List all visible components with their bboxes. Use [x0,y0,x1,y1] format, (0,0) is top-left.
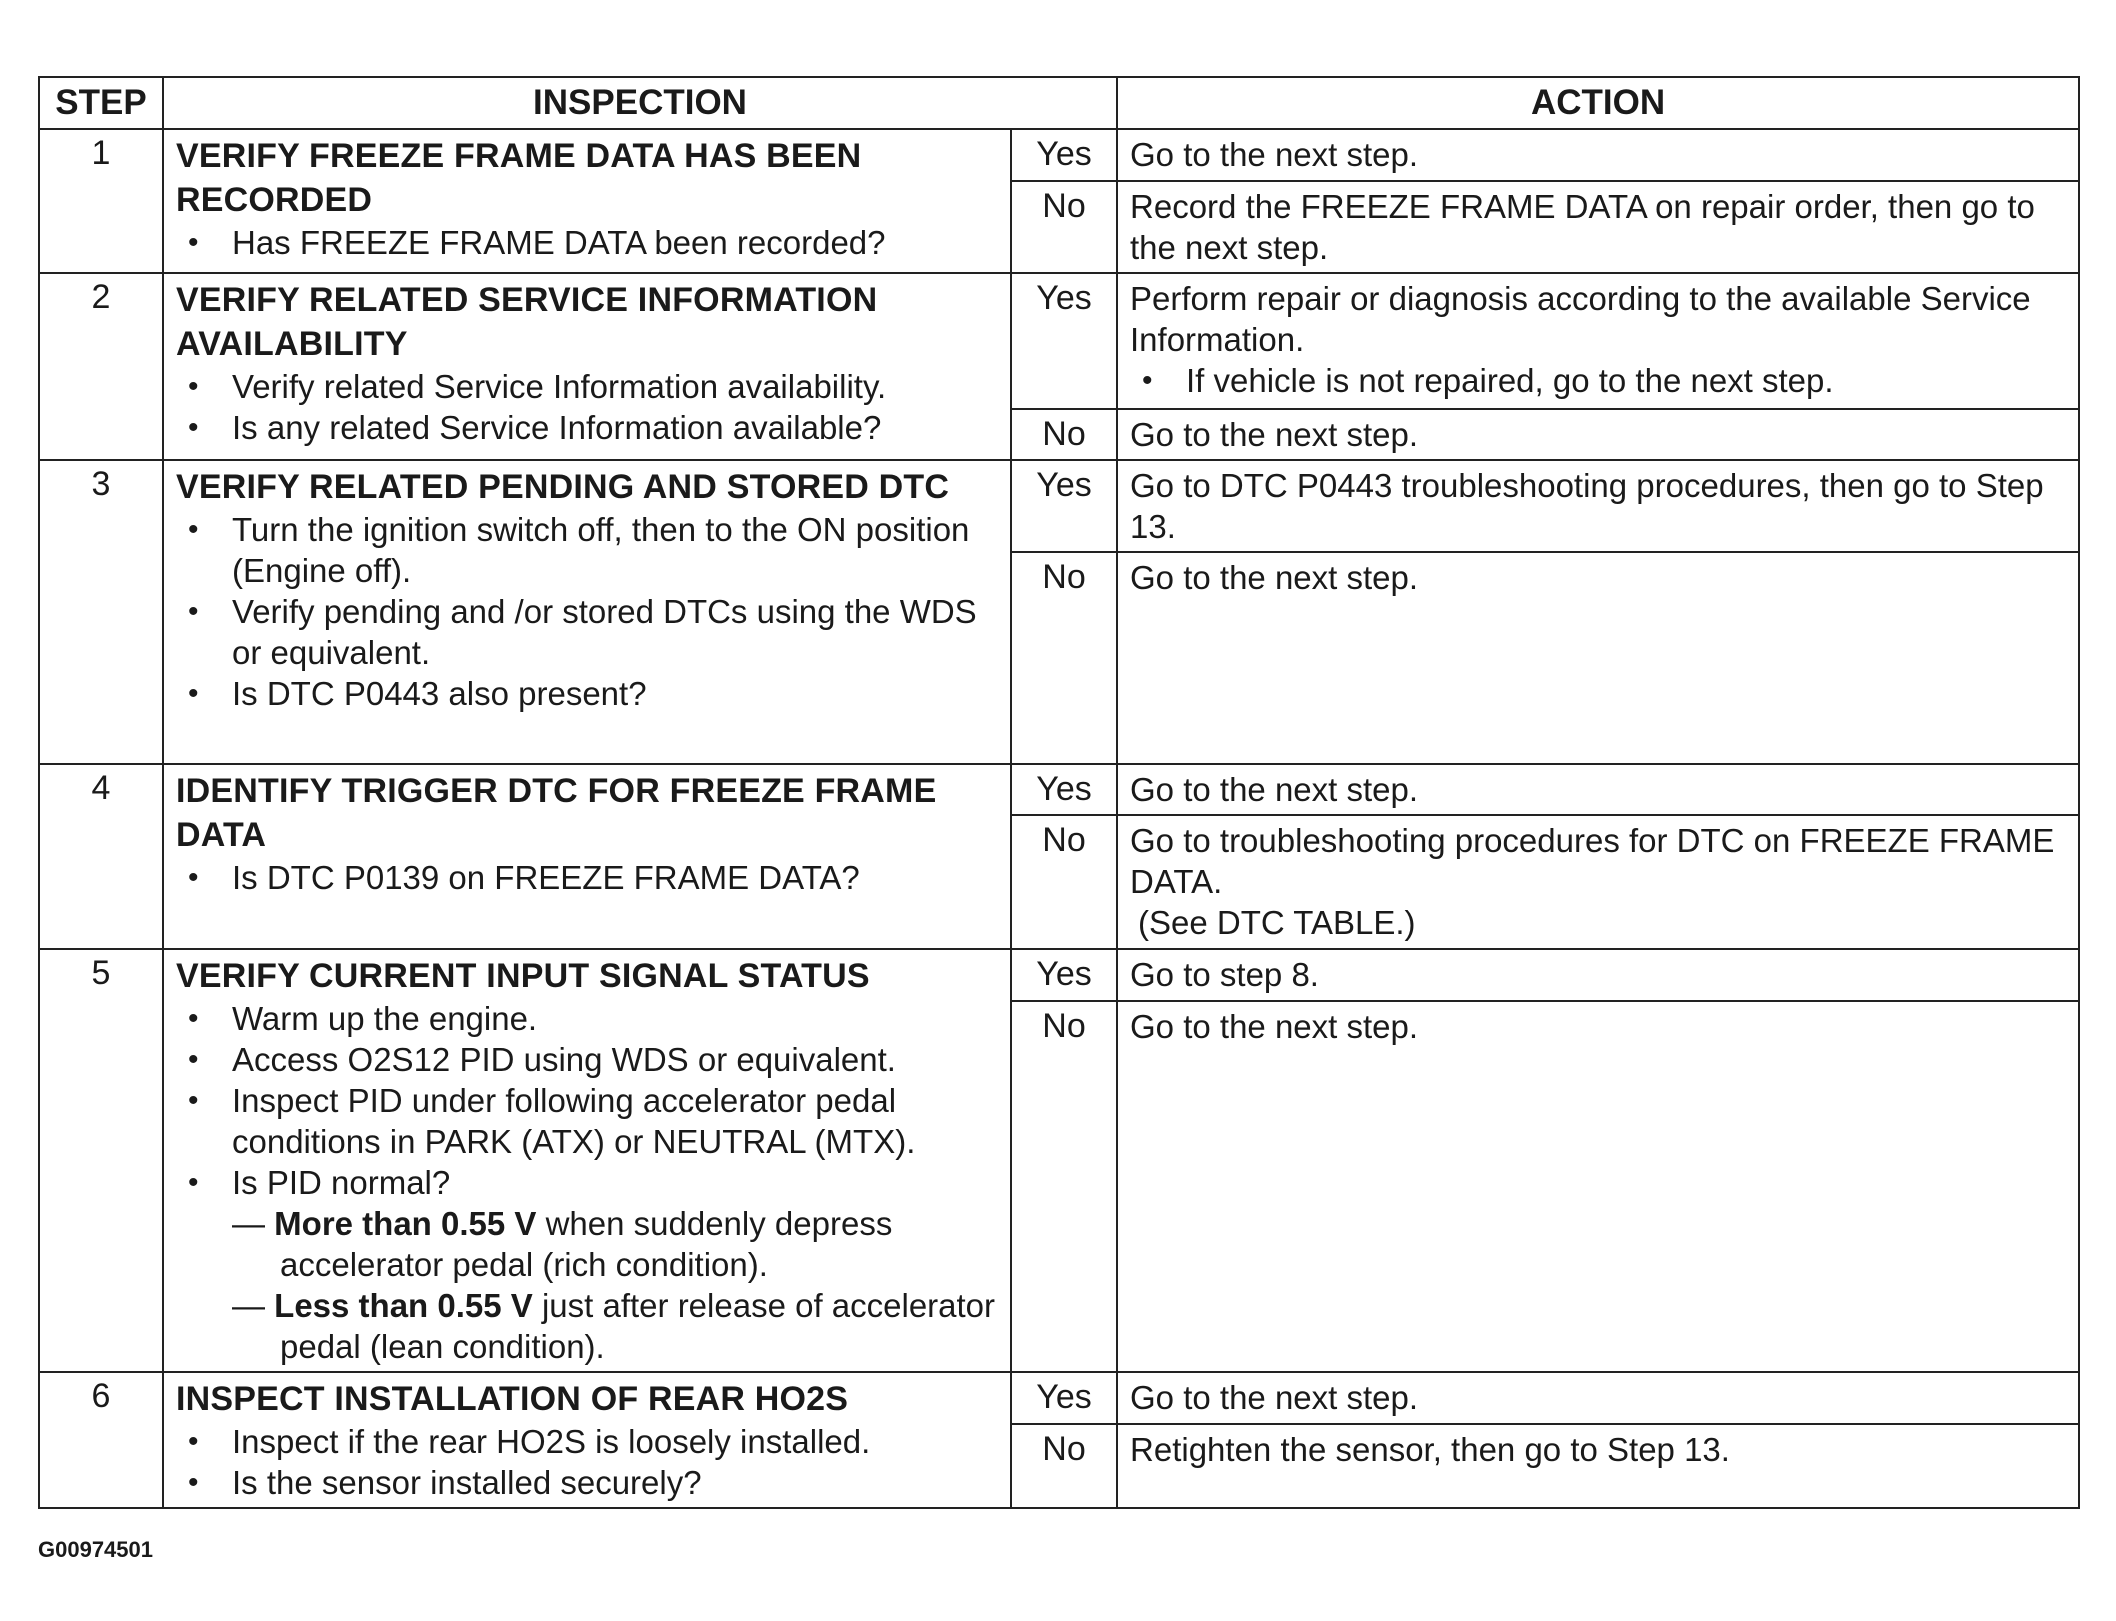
yes-action: Go to step 8. [1117,949,2079,1001]
list-item: • Warm up the engine. [232,998,1000,1039]
condition-text: just after release of accelerator pedal (lean condition). [280,1287,996,1365]
table-row [39,460,2079,552]
inspection-cell [163,129,1011,273]
inspection-cell [163,460,1011,764]
condition-lean: — Less than 0.55 V just after release of accelerator pedal (lean condition). [232,1287,996,1365]
table-row [39,949,2079,1001]
no-label: No [1011,409,1117,460]
list-item: • Inspect PID under following accelerator pedal conditions in PARK (ATX) or NEUTRAL (MTX). [232,1080,1000,1162]
diagnostic-procedure-table [38,76,2078,1509]
bullet-list [1130,360,2066,401]
table-row [39,1372,2079,1424]
no-label: No [1011,1001,1117,1372]
condition-threshold: Less than 0.55 V [274,1287,533,1324]
yes-label: Yes [1011,1372,1117,1424]
yes-label: Yes [1011,273,1117,409]
condition-threshold: More than 0.55 V [274,1205,537,1242]
list-item: • If vehicle is not repaired, go to the next step. [1186,360,2066,401]
bullet-list [176,857,1000,898]
yes-action-cell [1117,273,2079,409]
inspection-title: IDENTIFY TRIGGER DTC FOR FREEZE FRAME DATA [176,772,937,854]
inspection-title: VERIFY RELATED SERVICE INFORMATION AVAILABILITY [176,281,878,363]
inspection-cell [163,1372,1011,1508]
inspection-title: VERIFY CURRENT INPUT SIGNAL STATUS [176,957,870,995]
inspection-cell [163,273,1011,460]
table [38,76,2080,1509]
yes-label: Yes [1011,460,1117,552]
no-label: No [1011,181,1117,273]
header-inspection: INSPECTION [163,77,1117,129]
yes-action: Go to DTC P0443 troubleshooting procedures, then go to Step 13. [1117,460,2079,552]
yes-action: Perform repair or diagnosis according to the available Service Information. [1130,280,2031,358]
header-row [39,77,2079,129]
yes-label: Yes [1011,129,1117,181]
no-label: No [1011,1424,1117,1508]
header-step: STEP [39,77,163,129]
step-number: 1 [39,129,163,273]
list-item: • Has FREEZE FRAME DATA been recorded? [232,222,1000,263]
list-item: • Is DTC P0443 also present? [232,673,1000,714]
list-item: • Verify related Service Information availability. [232,366,1000,407]
list-item: • Verify pending and /or stored DTCs using the WDS or equivalent. [232,591,1000,673]
inspection-cell [163,764,1011,949]
bullet-list [176,222,1000,263]
figure-code: G00974501 [38,1537,153,1562]
list-item: • Is any related Service Information available? [232,407,1000,448]
table-row [39,764,2079,815]
inspection-title: VERIFY FREEZE FRAME DATA HAS BEEN RECORDED [176,137,862,219]
bullet-list [176,998,1000,1367]
step-number: 6 [39,1372,163,1508]
list-item: • Turn the ignition switch off, then to the ON position (Engine off). [232,509,1000,591]
condition-rich: — More than 0.55 V when suddenly depress accelerator pedal (rich condition). [232,1205,893,1283]
list-item: • Inspect if the rear HO2S is loosely installed. [232,1421,1000,1462]
list-item [232,1162,1000,1367]
yes-action: Go to the next step. [1117,129,2079,181]
step-number: 5 [39,949,163,1372]
list-item: • Is the sensor installed securely? [232,1462,1000,1503]
no-action-note: (See DTC TABLE.) [1138,904,1416,941]
no-action: Go to the next step. [1117,552,2079,764]
table-row [39,129,2079,181]
table-row [39,273,2079,409]
condition-text: when suddenly depress accelerator pedal (rich condition). [280,1205,893,1283]
no-label: No [1011,815,1117,949]
no-action: Retighten the sensor, then go to Step 13. [1117,1424,2079,1508]
yes-action: Go to the next step. [1117,764,2079,815]
step-number: 3 [39,460,163,764]
no-action: Go to troubleshooting procedures for DTC on FREEZE FRAME DATA. [1130,822,2055,900]
header-action: ACTION [1117,77,2079,129]
bullet-list [176,366,1000,448]
yes-action: Go to the next step. [1117,1372,2079,1424]
no-action-cell [1117,815,2079,949]
inspection-title: VERIFY RELATED PENDING AND STORED DTC [176,468,950,506]
no-label: No [1011,552,1117,764]
list-item: • Access O2S12 PID using WDS or equivalent. [232,1039,1000,1080]
no-action: Go to the next step. [1117,409,2079,460]
bullet-list [176,1421,1000,1503]
no-action: Go to the next step. [1117,1001,2079,1372]
inspection-cell [163,949,1011,1372]
list-item: • Is DTC P0139 on FREEZE FRAME DATA? [232,857,1000,898]
step-number: 4 [39,764,163,949]
yes-label: Yes [1011,949,1117,1001]
bullet-list [176,509,1000,714]
step-number: 2 [39,273,163,460]
inspection-title: INSPECT INSTALLATION OF REAR HO2S [176,1380,849,1418]
yes-label: Yes [1011,764,1117,815]
list-item-text: Is PID normal? [232,1164,451,1201]
no-action: Record the FREEZE FRAME DATA on repair order, then go to the next step. [1117,181,2079,273]
